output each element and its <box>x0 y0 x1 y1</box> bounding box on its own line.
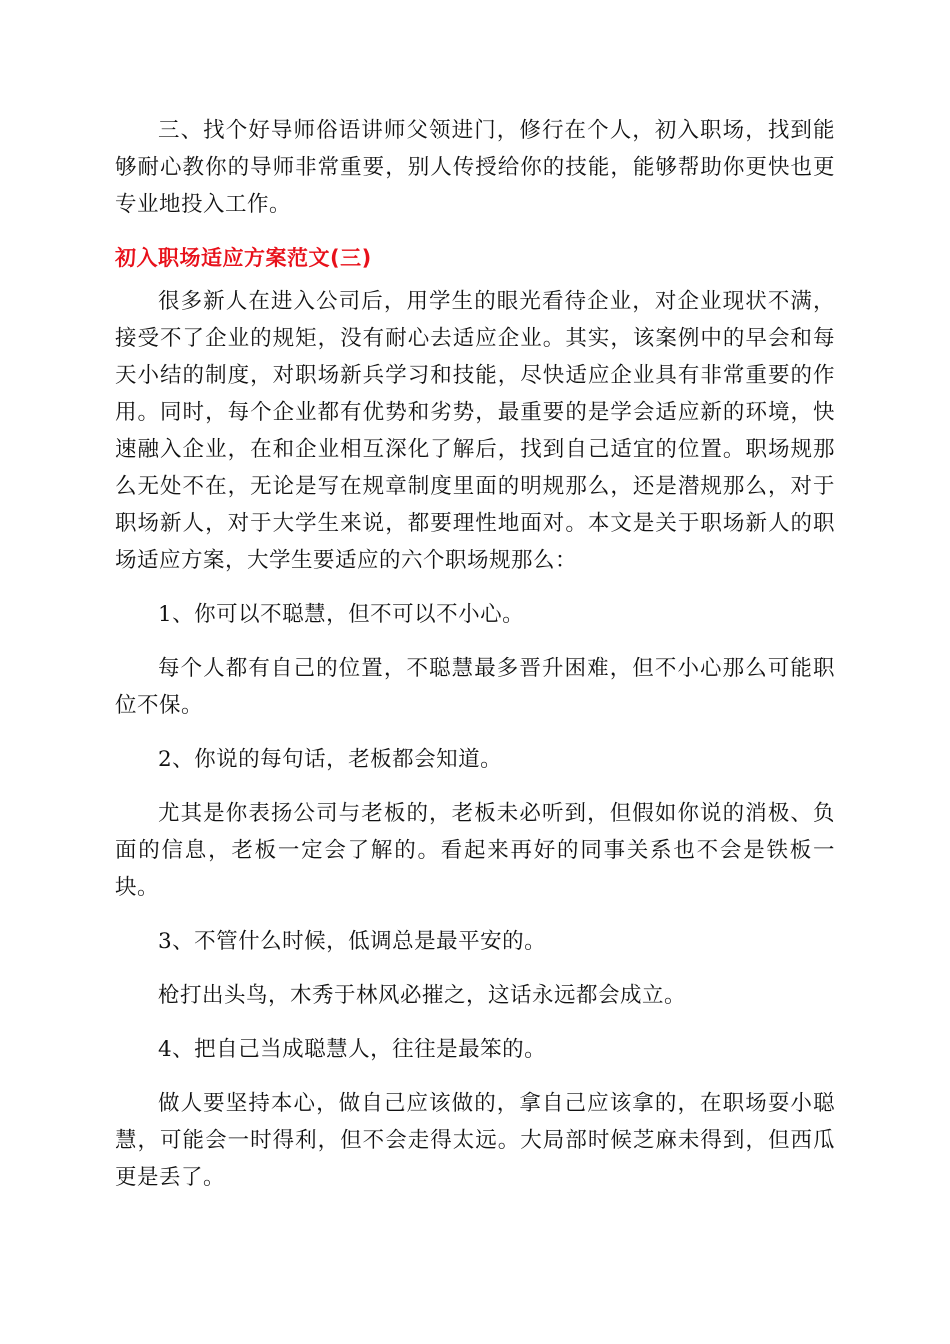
rule-4-title: 4、把自己当成聪慧人，往往是最笨的。 <box>158 1037 547 1062</box>
rule-2-title: 2、你说的每句话，老板都会知道。 <box>158 747 503 772</box>
intro-paragraph: 三、找个好导师俗语讲师父领进门，修行在个人，初入职场，找到能够耐心教你的导师非常重要，别人传授给你的技能，能够帮助你更快也更专业地投入工作。 <box>115 118 835 217</box>
document-body <box>115 112 835 1213</box>
rule-1-explanation: 每个人都有自己的位置，不聪慧最多晋升困难，但不小心那么可能职位不保。 <box>115 656 835 718</box>
rule-3-explanation: 枪打出头鸟，木秀于林风必摧之，这话永远都会成立。 <box>158 983 687 1008</box>
rule-3-title: 3、不管什么时候，低调总是最平安的。 <box>158 929 547 954</box>
body-paragraph-overview: 很多新人在进入公司后，用学生的眼光看待企业，对企业现状不满，接受不了企业的规矩，没有耐心去适应企业。其实，该案例中的早会和每天小结的制度，对职场新兵学习和技能，尽快适应企业具有非常重要的作用。同时，每个企业都有优势和劣势，最重要的是学会适应新的环境，快速融入企业，在和企业相互深化了解后，找到自己适宜的位置。职场规那么无处不在，无论是写在规章制度里面的明规那么，还是潜规那么，对于职场新人，对于大学生来说，都要理性地面对。本文是关于职场新人的职场适应方案，大学生要适应的六个职场规那么： <box>115 289 835 573</box>
rule-2-explanation: 尤其是你表扬公司与老板的，老板未必听到，但假如你说的消极、负面的信息，老板一定会了解的。看起来再好的同事关系也不会是铁板一块。 <box>115 801 835 900</box>
rule-1-title: 1、你可以不聪慧，但不可以不小心。 <box>158 602 525 627</box>
section-heading: 初入职场适应方案范文(三) <box>115 246 372 270</box>
rule-4-explanation: 做人要坚持本心，做自己应该做的，拿自己应该拿的，在职场耍小聪慧，可能会一时得利，但不会走得太远。大局部时候芝麻未得到，但西瓜更是丢了。 <box>115 1091 835 1190</box>
